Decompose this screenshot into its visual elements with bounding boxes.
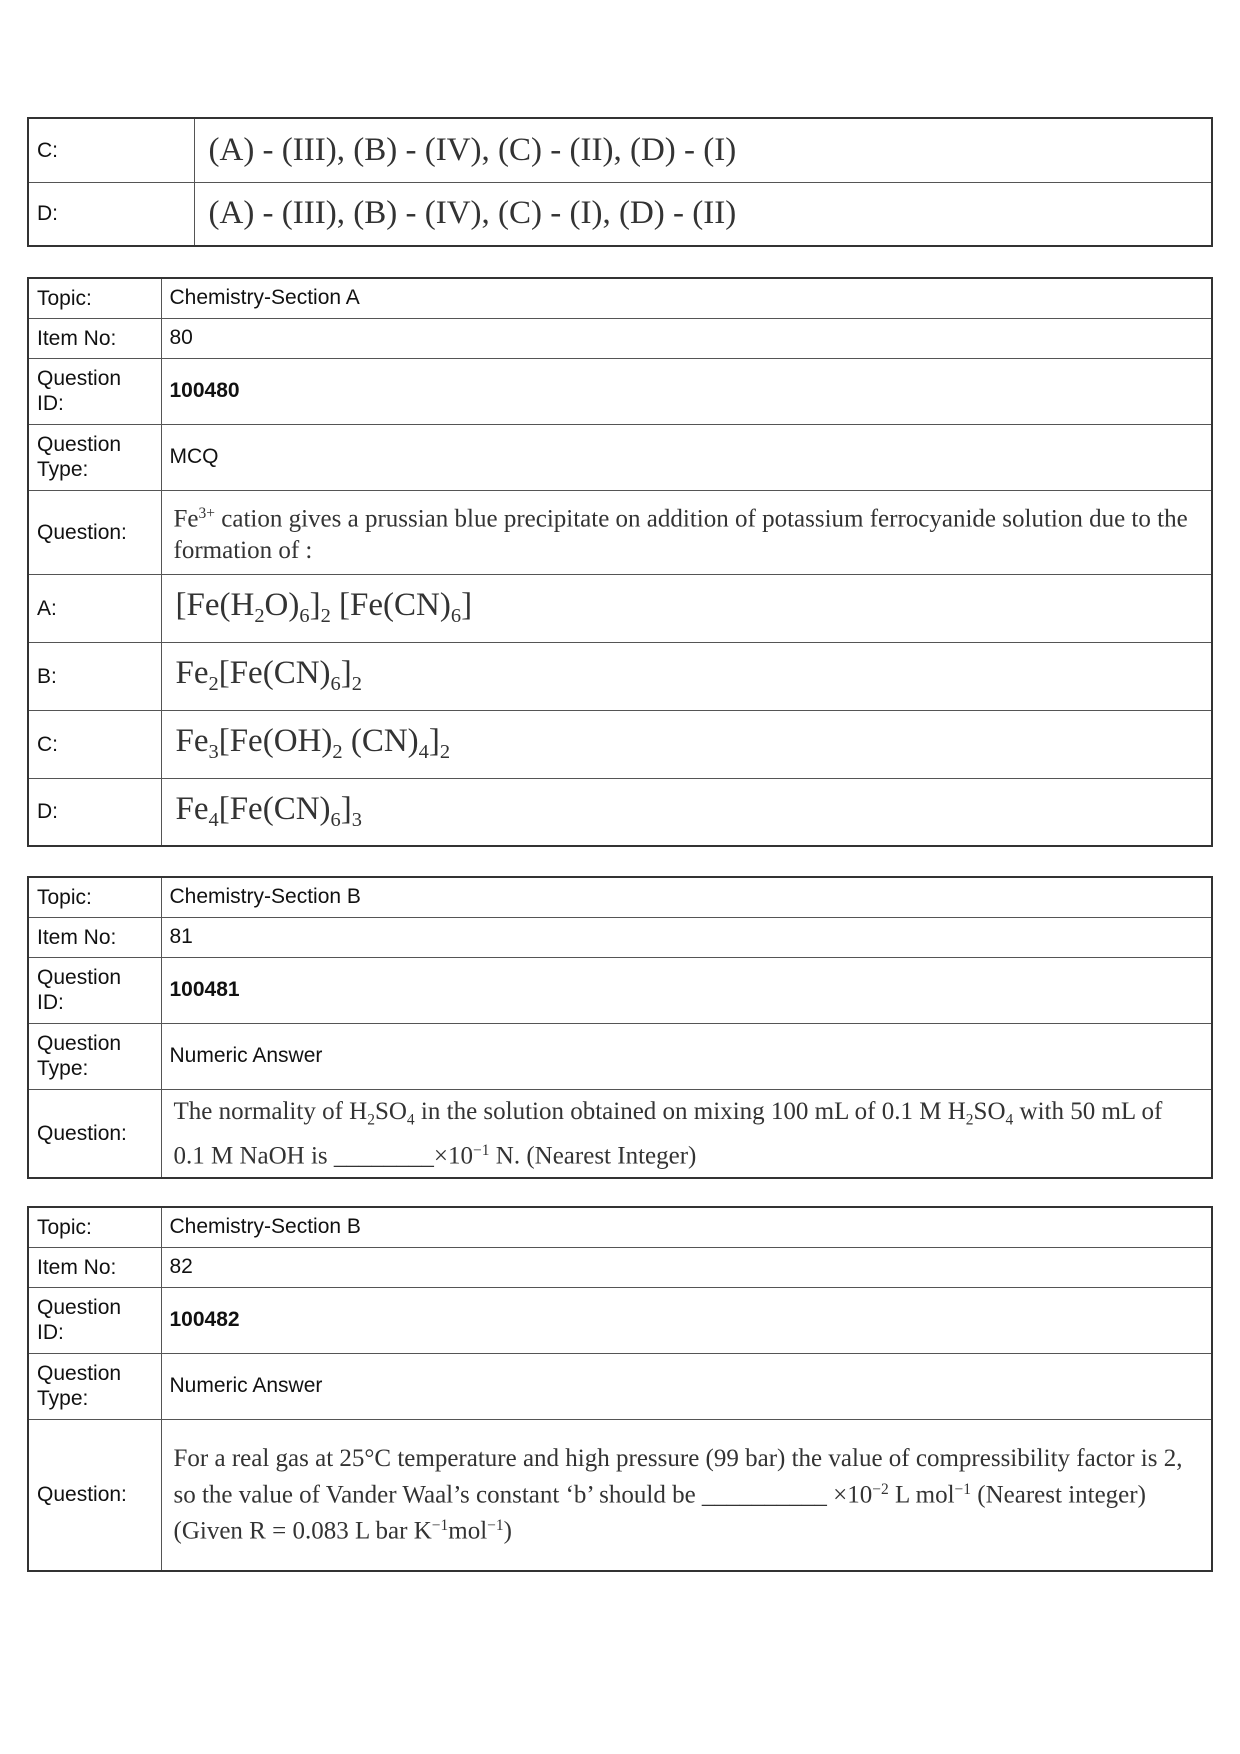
item-no-row xyxy=(28,917,1212,957)
question-part: N. (Nearest Integer) xyxy=(495,1142,697,1170)
question-text: For a real gas at 25°C temperature and high pressure (99 bar) the value of compressibility factor is 2, so the value of Vander Waal’s constant ‘b’ should be __________ $\times 10^{-2}$ L mol$^{-1}$ (Nearest integer) (Given R = 0.083 L bar $K^{-1}mol^{-1}$) xyxy=(161,1419,1212,1571)
question-type-label: Question Type: xyxy=(28,424,161,490)
question-text-body: cation gives a prussian blue precipitate on addition of potassium ferrocyanide solution due to the formation of : xyxy=(173,505,1188,564)
item-no-label: Item No: xyxy=(28,318,161,358)
question-part: The normality of H xyxy=(173,1097,368,1125)
question-row xyxy=(28,1089,1212,1178)
option-row-c xyxy=(28,118,1212,182)
question-label: Question: xyxy=(28,1419,161,1571)
option-row-b xyxy=(28,642,1212,710)
question-type-label: Question Type: xyxy=(28,1353,161,1419)
question-type-value: MCQ xyxy=(161,424,1212,490)
topic-row xyxy=(28,1207,1212,1247)
question-type-row xyxy=(28,1353,1212,1419)
question-id-row xyxy=(28,358,1212,424)
topic-value: Chemistry-Section B xyxy=(161,1207,1212,1247)
topic-value: Chemistry-Section B xyxy=(161,877,1212,917)
question-id-value: 100481 xyxy=(161,957,1212,1023)
previous-options-table xyxy=(27,117,1213,247)
given-text: (Given R = 0.083 L bar K xyxy=(173,1517,432,1545)
question-table-80 xyxy=(27,277,1213,847)
option-row-c xyxy=(28,710,1212,778)
option-label: D: xyxy=(28,778,161,846)
option-text: (A) - (III), (B) - (IV), (C) - (I), (D) - (II) xyxy=(194,182,1212,246)
topic-row xyxy=(28,278,1212,318)
option-label: C: xyxy=(28,710,161,778)
option-c-formula: $Fe_3[Fe(OH)_2$ $(CN)_4]_2$ xyxy=(161,710,1212,778)
topic-row xyxy=(28,877,1212,917)
question-label: Question: xyxy=(28,490,161,574)
question-id-label: Question ID: xyxy=(28,1287,161,1353)
option-label: D: xyxy=(28,182,194,246)
question-text: $Fe^{3+}$ cation gives a prussian blue precipitate on addition of potassium ferrocyanide solution due to the formation of : xyxy=(161,490,1212,574)
question-type-value: Numeric Answer xyxy=(161,1353,1212,1419)
option-row-d xyxy=(28,778,1212,846)
option-row-a xyxy=(28,574,1212,642)
item-no-row xyxy=(28,318,1212,358)
question-part: in the solution obtained on mixing 100 mL of 0.1 M H xyxy=(420,1097,966,1125)
question-part: with 50 mL of 0.1 M NaOH is xyxy=(173,1097,1163,1170)
question-line: For a real gas at 25°C temperature and high pressure (99 bar) the value of compressibility factor is 2, so the value of Vander Waal’s constant ‘b’ should be __________ xyxy=(173,1444,1183,1509)
item-no-value: 82 xyxy=(161,1247,1212,1287)
option-label: C: xyxy=(28,118,194,182)
item-no-value: 81 xyxy=(161,917,1212,957)
topic-label: Topic: xyxy=(28,877,161,917)
item-no-label: Item No: xyxy=(28,1247,161,1287)
question-id-value: 100480 xyxy=(161,358,1212,424)
option-row-d xyxy=(28,182,1212,246)
question-row xyxy=(28,490,1212,574)
question-id-row xyxy=(28,957,1212,1023)
question-table-81 xyxy=(27,876,1213,1179)
question-label: Question: xyxy=(28,1089,161,1178)
question-row xyxy=(28,1419,1212,1571)
question-table-82 xyxy=(27,1206,1213,1572)
question-tail: (Nearest integer) xyxy=(977,1481,1146,1509)
question-type-row xyxy=(28,424,1212,490)
question-id-label: Question ID: xyxy=(28,358,161,424)
question-type-label: Question Type: xyxy=(28,1023,161,1089)
topic-value: Chemistry-Section A xyxy=(161,278,1212,318)
question-type-row xyxy=(28,1023,1212,1089)
topic-label: Topic: xyxy=(28,1207,161,1247)
option-text: (A) - (III), (B) - (IV), (C) - (II), (D) - (I) xyxy=(194,118,1212,182)
question-id-value: 100482 xyxy=(161,1287,1212,1353)
item-no-value: 80 xyxy=(161,318,1212,358)
option-label: B: xyxy=(28,642,161,710)
question-id-label: Question ID: xyxy=(28,957,161,1023)
item-no-label: Item No: xyxy=(28,917,161,957)
question-text: The normality of $H_2SO_4$ in the solution obtained on mixing 100 mL of 0.1 M $H_2SO_4$ with 50 mL of 0.1 M NaOH is $\_\_\_\_\_\_\_\_\times 10^{-1}$ N. (Nearest Integer) xyxy=(161,1089,1212,1178)
topic-label: Topic: xyxy=(28,278,161,318)
option-d-formula: $Fe_4[Fe(CN)_6]_3$ xyxy=(161,778,1212,846)
question-id-row xyxy=(28,1287,1212,1353)
item-no-row xyxy=(28,1247,1212,1287)
question-type-value: Numeric Answer xyxy=(161,1023,1212,1089)
question-unit: L mol xyxy=(895,1481,955,1509)
option-b-formula: $Fe_2[Fe(CN)_6]_2$ xyxy=(161,642,1212,710)
option-label: A: xyxy=(28,574,161,642)
option-a-formula: $[Fe(H_2O)_6]_2$ $[Fe(CN)_6]$ xyxy=(161,574,1212,642)
